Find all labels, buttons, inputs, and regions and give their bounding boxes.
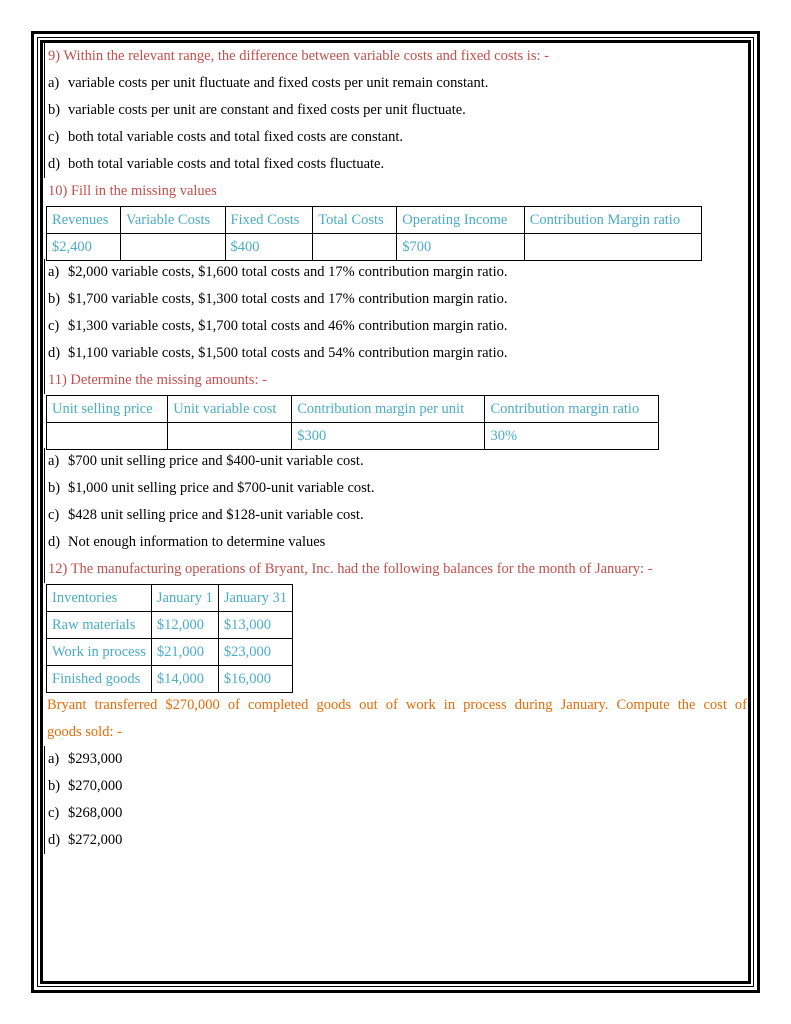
q10-header-total-costs: Total Costs <box>313 207 397 234</box>
q10-cell-fixed-costs: $400 <box>225 234 313 261</box>
q12-cell-label: Finished goods <box>47 666 152 693</box>
q12-cell-jan31: $16,000 <box>218 666 292 693</box>
option-text: both total variable costs and total fixed costs are constant. <box>68 129 404 145</box>
q9-option-a[interactable] <box>44 70 488 97</box>
option-letter: d) <box>48 345 61 361</box>
q9-option-b[interactable] <box>44 97 466 124</box>
option-text: $1,300 variable costs, $1,700 total costs and 46% contribution margin ratio. <box>68 318 508 334</box>
q11-cell-unit-selling-price <box>47 423 168 450</box>
q11-option-d[interactable] <box>44 529 325 556</box>
option-text: variable costs per unit are constant and fixed costs per unit fluctuate. <box>68 102 466 118</box>
q12-cell-jan1: $21,000 <box>151 639 218 666</box>
option-letter: c) <box>48 318 60 334</box>
q11-table <box>46 395 659 450</box>
q12-cell-jan31: $13,000 <box>218 612 292 639</box>
option-text: $1,700 variable costs, $1,300 total costs and 17% contribution margin ratio. <box>68 291 508 307</box>
q11-header-unit-selling-price: Unit selling price <box>47 396 168 423</box>
option-text: $268,000 <box>68 805 123 821</box>
q9-option-c[interactable] <box>44 124 403 151</box>
option-text: variable costs per unit fluctuate and fixed costs per unit remain constant. <box>68 75 489 91</box>
q12-cell-jan1: $12,000 <box>151 612 218 639</box>
q10-cell-operating-income: $700 <box>397 234 525 261</box>
q10-table <box>46 206 702 261</box>
q10-header-cm-ratio: Contribution Margin ratio <box>524 207 701 234</box>
q12-cell-jan1: $14,000 <box>151 666 218 693</box>
q10-header-operating-income: Operating Income <box>397 207 525 234</box>
option-letter: d) <box>48 156 61 172</box>
option-text: $272,000 <box>68 832 123 848</box>
q12-statement-line2: goods sold: - <box>47 724 122 740</box>
q10-option-c[interactable] <box>44 313 508 340</box>
q12-option-d[interactable] <box>44 827 122 854</box>
option-text: Not enough information to determine values <box>68 534 326 550</box>
q10-header-variable-costs: Variable Costs <box>121 207 226 234</box>
q12-option-a[interactable] <box>44 746 122 773</box>
q12-cell-jan31: $23,000 <box>218 639 292 666</box>
q12-question: 12) The manufacturing operations of Bryant, Inc. had the following balances for the month of January: - <box>44 556 653 583</box>
table-row <box>47 639 293 666</box>
q10-header-revenues: Revenues <box>47 207 121 234</box>
table-row <box>47 612 293 639</box>
q10-option-b[interactable] <box>44 286 508 313</box>
option-letter: c) <box>48 507 60 523</box>
q10-cell-total-costs <box>313 234 397 261</box>
q10-option-a[interactable] <box>44 259 508 286</box>
option-letter: a) <box>48 751 60 767</box>
q10-cell-cm-ratio <box>524 234 701 261</box>
option-text: both total variable costs and total fixed costs fluctuate. <box>68 156 385 172</box>
q11-cell-cm-per-unit: $300 <box>292 423 485 450</box>
option-letter: a) <box>48 75 60 91</box>
option-letter: b) <box>48 480 61 496</box>
q12-header-january-31: January 31 <box>218 585 292 612</box>
q9-option-d[interactable] <box>44 151 384 178</box>
q11-cell-cm-ratio: 30% <box>485 423 659 450</box>
option-text: $428 unit selling price and $128-unit variable cost. <box>68 507 364 523</box>
table-row <box>47 666 293 693</box>
option-letter: b) <box>48 102 61 118</box>
option-letter: a) <box>48 264 60 280</box>
q11-option-a[interactable] <box>44 448 364 475</box>
q11-header-cm-ratio: Contribution margin ratio <box>485 396 659 423</box>
q12-cell-label: Work in process <box>47 639 152 666</box>
q11-option-c[interactable] <box>44 502 364 529</box>
q11-header-unit-variable-cost: Unit variable cost <box>168 396 292 423</box>
q12-option-c[interactable] <box>44 800 122 827</box>
q12-header-january-1: January 1 <box>151 585 218 612</box>
q10-cell-revenues: $2,400 <box>47 234 121 261</box>
q11-header-cm-per-unit: Contribution margin per unit <box>292 396 485 423</box>
option-text: $1,100 variable costs, $1,500 total costs and 54% contribution margin ratio. <box>68 345 508 361</box>
q12-option-b[interactable] <box>44 773 122 800</box>
option-letter: b) <box>48 291 61 307</box>
q12-header-inventories: Inventories <box>47 585 152 612</box>
option-letter: b) <box>48 778 61 794</box>
q11-option-b[interactable] <box>44 475 374 502</box>
option-text: $2,000 variable costs, $1,600 total costs and 17% contribution margin ratio. <box>68 264 508 280</box>
q11-cell-unit-variable-cost <box>168 423 292 450</box>
option-text: $1,000 unit selling price and $700-unit variable cost. <box>68 480 375 496</box>
option-letter: c) <box>48 805 60 821</box>
q10-cell-variable-costs <box>121 234 226 261</box>
option-letter: a) <box>48 453 60 469</box>
option-text: $293,000 <box>68 751 123 767</box>
q10-header-fixed-costs: Fixed Costs <box>225 207 313 234</box>
q12-cell-label: Raw materials <box>47 612 152 639</box>
option-letter: c) <box>48 129 60 145</box>
q11-question: 11) Determine the missing amounts: - <box>44 367 267 394</box>
option-text: $700 unit selling price and $400-unit variable cost. <box>68 453 364 469</box>
q10-question: 10) Fill in the missing values <box>48 183 217 199</box>
option-letter: d) <box>48 534 61 550</box>
q12-table <box>46 584 293 693</box>
option-letter: d) <box>48 832 61 848</box>
option-text: $270,000 <box>68 778 123 794</box>
q12-statement-line1: Bryant transferred $270,000 of completed goods out of work in process during January. Compute the cost of <box>47 697 747 713</box>
q9-question: 9) Within the relevant range, the difference between variable costs and fixed costs is: - <box>44 43 549 70</box>
q10-option-d[interactable] <box>44 340 508 367</box>
